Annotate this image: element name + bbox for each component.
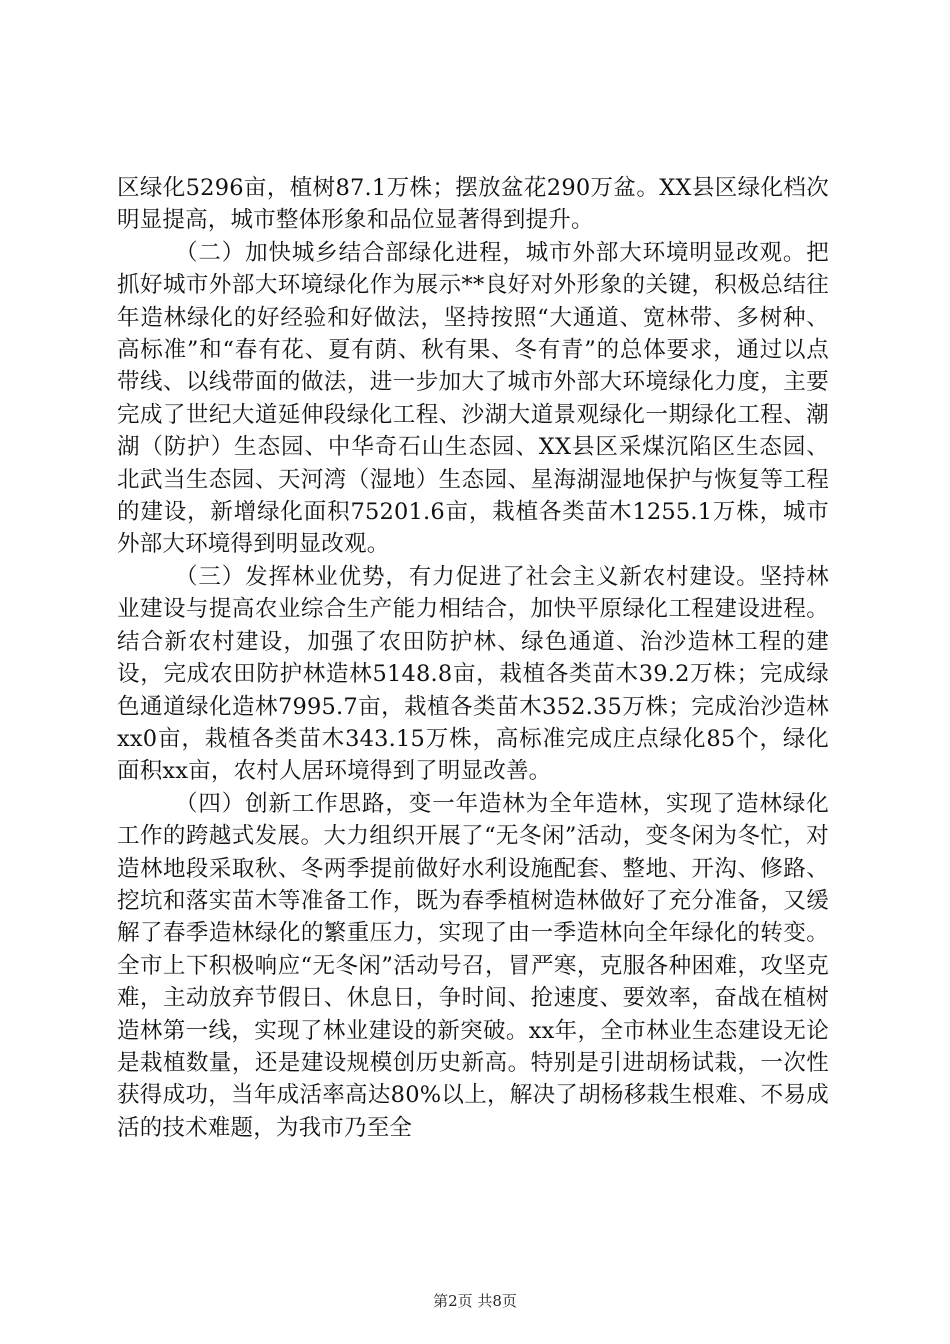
paragraph-section-4: （四）创新工作思路，变一年造林为全年造林，实现了造林绿化工作的跨越式发展。大力组织开展了“无冬闲”活动，变冬闲为冬忙，对造林地段采取秋、冬两季提前做好水利设施配套、整地、开沟、修路、挖坑和落实苗木等准备工作，既为春季植树造林做好了充分准备，又缓解了春季造林绿化的繁重压力，实现了由一季造林向全年绿化的转变。全市上下积极响应“无冬闲”活动号召，冒严寒，克服各种困难，攻坚克难，主动放弃节假日、休息日，争时间、抢速度、要效率，奋战在植树造林第一线，实现了林业建设的新突破。xx年，全市林业生态建设无论是栽植数量，还是建设规模创历史新高。特别是引进胡杨试栽，一次性获得成功，当年成活率高达80%以上，解决了胡杨移栽生根难、不易成活的技术难题，为我市乃至全 <box>117 790 829 1141</box>
page-footer: 第2页 共8页 <box>433 1292 517 1310</box>
paragraph-section-2: （二）加快城乡结合部绿化进程，城市外部大环境明显改观。把抓好城市外部大环境绿化作为展示**良好对外形象的关键，积极总结往年造林绿化的好经验和好做法，坚持按照“大通道、宽林带、多树种、高标准”和“春有花、夏有荫、秋有果、冬有青”的总体要求，通过以点带线、以线带面的做法，进一步加大了城市外部大环境绿化力度，主要完成了世纪大道延伸段绿化工程、沙湖大道景观绿化一期绿化工程、潮湖（防护）生态园、中华奇石山生态园、XX县区采煤沉陷区生态园、北武当生态园、天河湾（湿地）生态园、星海湖湿地保护与恢复等工程的建设，新增绿化面积75201.6亩，栽植各类苗木1255.1万株，城市外部大环境得到明显改观。 <box>117 239 829 558</box>
document-body <box>117 172 829 1144</box>
paragraph-continuation: 区绿化5296亩，植树87.1万株；摆放盆花290万盆。XX县区绿化档次明显提高，城市整体形象和品位显著得到提升。 <box>117 175 829 234</box>
paragraph-section-3: （三）发挥林业优势，有力促进了社会主义新农村建设。坚持林业建设与提高农业综合生产能力相结合，加快平原绿化工程建设进程。结合新农村建设，加强了农田防护林、绿色通道、治沙造林工程的建设，完成农田防护林造林5148.8亩，栽植各类苗木39.2万株；完成绿色通道绿化造林7995.7亩，栽植各类苗木352.35万株；完成治沙造林xx0亩，栽植各类苗木343.15万株，高标准完成庄点绿化85个，绿化面积xx亩，农村人居环境得到了明显改善。 <box>117 563 829 785</box>
